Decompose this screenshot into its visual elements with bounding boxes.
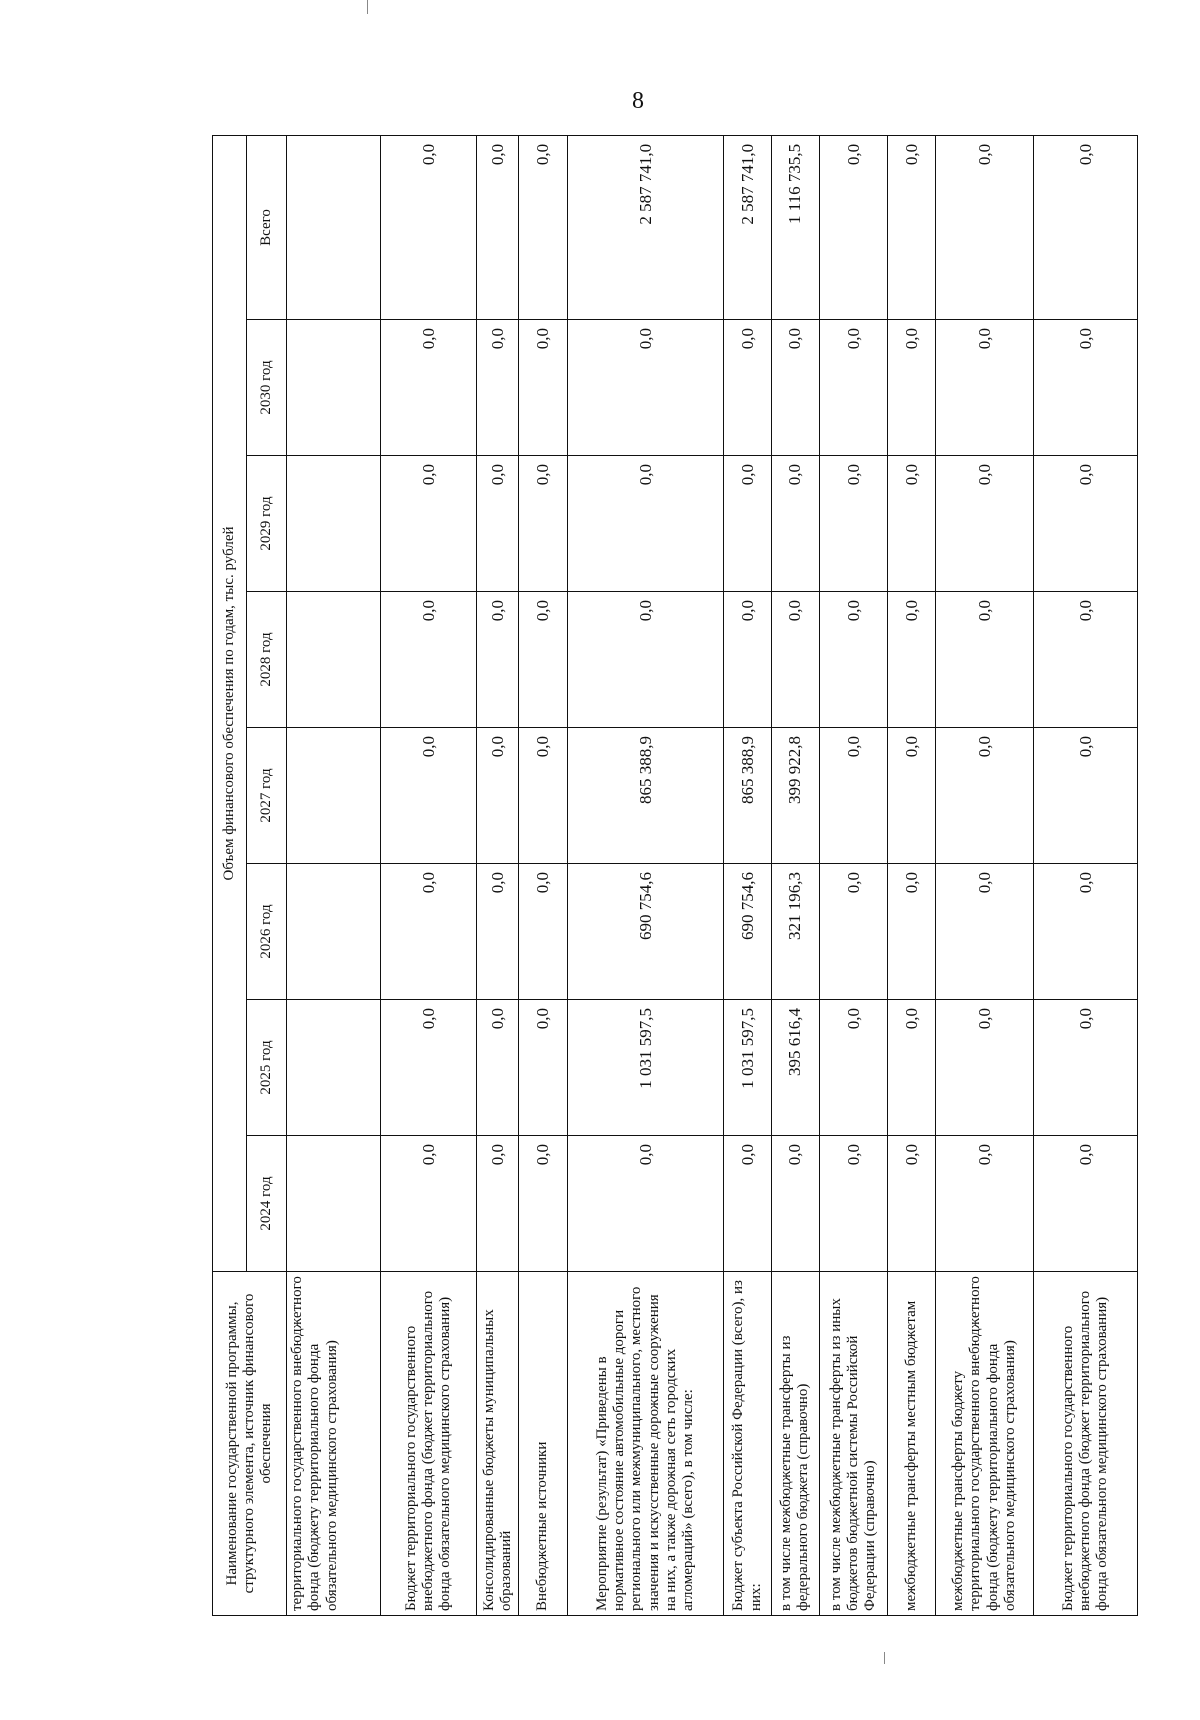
year-value-cell: 0,0 (477, 592, 519, 728)
year-value-cell: 0,0 (888, 320, 936, 456)
header-financing-group: Объем финансового обеспечения по годам, тыс. рублей (213, 135, 247, 1271)
year-value-cell: 395 616,4 (771, 1000, 819, 1136)
table-row (1034, 135, 1138, 1615)
row-name-cell: Внебюджетные источники (519, 1272, 568, 1616)
year-value-cell: 0,0 (519, 728, 568, 864)
year-value-cell: 0,0 (519, 320, 568, 456)
row-name-cell: территориального государственного внебюджетного фонда (бюджету территориального фонда обязательного медицинского страхования) (287, 1272, 381, 1616)
year-value-cell: 0,0 (935, 728, 1033, 864)
year-value-cell: 0,0 (1034, 728, 1138, 864)
year-value-cell: 0,0 (935, 320, 1033, 456)
total-cell: 0,0 (935, 135, 1033, 319)
year-value-cell: 321 196,3 (771, 864, 819, 1000)
year-value-cell: 690 754,6 (567, 864, 724, 1000)
year-value-cell: 0,0 (1034, 320, 1138, 456)
total-cell: 0,0 (477, 135, 519, 319)
year-value-cell: 0,0 (771, 592, 819, 728)
row-name-cell: Бюджет субъекта Российской Федерации (всего), из них: (724, 1272, 772, 1616)
year-value-cell: 0,0 (477, 320, 519, 456)
table-row (888, 135, 936, 1615)
total-cell (287, 135, 381, 319)
year-value-cell: 0,0 (477, 1136, 519, 1272)
year-value-cell: 0,0 (888, 1000, 936, 1136)
financing-table (212, 135, 1138, 1616)
year-value-cell: 0,0 (888, 592, 936, 728)
year-value-cell: 0,0 (819, 728, 888, 864)
header-year: 2028 год (247, 592, 287, 728)
page-number: 8 (632, 88, 644, 114)
year-value-cell: 865 388,9 (567, 728, 724, 864)
row-name-cell: Бюджет территориального государственного внебюджетного фонда (бюджет территориального фонда обязательного медицинского страхования) (381, 1272, 477, 1616)
header-year: 2024 год (247, 1136, 287, 1272)
year-value-cell: 0,0 (477, 728, 519, 864)
table-row (771, 135, 819, 1615)
year-value-cell: 0,0 (477, 864, 519, 1000)
year-value-cell: 0,0 (819, 320, 888, 456)
year-value-cell: 1 031 597,5 (724, 1000, 772, 1136)
year-value-cell: 0,0 (888, 456, 936, 592)
header-name-column: Наименование государственной программы, структурного элемента, источник финансового обеспечения (213, 1272, 287, 1616)
year-value-cell: 0,0 (477, 456, 519, 592)
row-name-cell: Консолидированные бюджеты муниципальных образований (477, 1272, 519, 1616)
year-value-cell (287, 1000, 381, 1136)
year-value-cell: 0,0 (519, 592, 568, 728)
row-name-cell: межбюджетные трансферты местным бюджетам (888, 1272, 936, 1616)
year-value-cell: 0,0 (771, 1136, 819, 1272)
year-value-cell: 0,0 (935, 456, 1033, 592)
header-year: 2027 год (247, 728, 287, 864)
year-value-cell: 0,0 (888, 864, 936, 1000)
table-row (567, 135, 724, 1615)
row-name-cell: в том числе межбюджетные трансферты из иных бюджетов бюджетной системы Российской Федерации (справочно) (819, 1272, 888, 1616)
year-value-cell: 0,0 (381, 456, 477, 592)
total-cell: 0,0 (819, 135, 888, 319)
total-cell: 0,0 (519, 135, 568, 319)
total-cell: 2 587 741,0 (567, 135, 724, 319)
year-value-cell: 0,0 (724, 1136, 772, 1272)
year-value-cell (287, 728, 381, 864)
year-value-cell: 0,0 (567, 592, 724, 728)
scan-mark (884, 1652, 885, 1664)
year-value-cell: 0,0 (381, 864, 477, 1000)
header-year: 2026 год (247, 864, 287, 1000)
year-value-cell: 0,0 (519, 864, 568, 1000)
table-row (935, 135, 1033, 1615)
year-value-cell (287, 456, 381, 592)
year-value-cell: 0,0 (935, 592, 1033, 728)
year-value-cell (287, 1136, 381, 1272)
year-value-cell: 0,0 (519, 456, 568, 592)
table-row (287, 135, 381, 1615)
year-value-cell: 865 388,9 (724, 728, 772, 864)
row-name-cell: Бюджет территориального государственного внебюджетного фонда (бюджет территориального фонда обязательного медицинского страхования) (1034, 1272, 1138, 1616)
table-row (381, 135, 477, 1615)
total-cell: 2 587 741,0 (724, 135, 772, 319)
year-value-cell: 0,0 (381, 1136, 477, 1272)
year-value-cell: 0,0 (935, 1136, 1033, 1272)
year-value-cell: 0,0 (935, 1000, 1033, 1136)
year-value-cell: 0,0 (477, 1000, 519, 1136)
year-value-cell: 0,0 (1034, 456, 1138, 592)
year-value-cell: 0,0 (1034, 592, 1138, 728)
year-value-cell: 0,0 (519, 1000, 568, 1136)
year-value-cell: 0,0 (724, 320, 772, 456)
year-value-cell: 0,0 (381, 728, 477, 864)
scan-mark (367, 0, 368, 14)
header-year: 2029 год (247, 456, 287, 592)
table-row (477, 135, 519, 1615)
year-value-cell: 0,0 (819, 456, 888, 592)
year-value-cell: 0,0 (381, 592, 477, 728)
total-cell: 0,0 (381, 135, 477, 319)
year-value-cell: 0,0 (381, 320, 477, 456)
total-cell: 0,0 (1034, 135, 1138, 319)
year-value-cell (287, 864, 381, 1000)
rotated-table-region (212, 136, 1138, 1616)
header-total: Всего (247, 135, 287, 319)
year-value-cell: 1 031 597,5 (567, 1000, 724, 1136)
year-value-cell (287, 320, 381, 456)
table-row (519, 135, 568, 1615)
year-value-cell: 0,0 (381, 1000, 477, 1136)
year-value-cell: 399 922,8 (771, 728, 819, 864)
year-value-cell: 0,0 (567, 456, 724, 592)
table-row (819, 135, 888, 1615)
year-value-cell: 0,0 (1034, 1136, 1138, 1272)
row-name-cell: межбюджетные трансферты бюджету территориального государственного внебюджетного фонда (бюджету территориального фонда обязательного медицинского страхования) (935, 1272, 1033, 1616)
header-year: 2030 год (247, 320, 287, 456)
row-name-cell: Мероприятие (результат) «Приведены в нормативное состояние автомобильные дороги регионального или межмуниципального, местного значения и искусственные дорожные сооружения на них, а также дорожная сеть городских агломераций» (всего), в том числе: (567, 1272, 724, 1616)
row-name-cell: в том числе межбюджетные трансферты из федерального бюджета (справочно) (771, 1272, 819, 1616)
year-value-cell: 0,0 (888, 728, 936, 864)
year-value-cell: 0,0 (819, 1136, 888, 1272)
year-value-cell: 0,0 (724, 592, 772, 728)
total-cell: 1 116 735,5 (771, 135, 819, 319)
total-cell: 0,0 (888, 135, 936, 319)
year-value-cell: 0,0 (519, 1136, 568, 1272)
year-value-cell: 0,0 (819, 592, 888, 728)
year-value-cell: 0,0 (819, 864, 888, 1000)
year-value-cell: 0,0 (1034, 1000, 1138, 1136)
year-value-cell: 0,0 (567, 320, 724, 456)
table-row (724, 135, 772, 1615)
year-value-cell: 0,0 (935, 864, 1033, 1000)
year-value-cell: 0,0 (888, 1136, 936, 1272)
year-value-cell: 0,0 (771, 320, 819, 456)
year-value-cell: 0,0 (724, 456, 772, 592)
year-value-cell (287, 592, 381, 728)
header-year: 2025 год (247, 1000, 287, 1136)
year-value-cell: 0,0 (1034, 864, 1138, 1000)
year-value-cell: 690 754,6 (724, 864, 772, 1000)
year-value-cell: 0,0 (819, 1000, 888, 1136)
year-value-cell: 0,0 (771, 456, 819, 592)
year-value-cell: 0,0 (567, 1136, 724, 1272)
